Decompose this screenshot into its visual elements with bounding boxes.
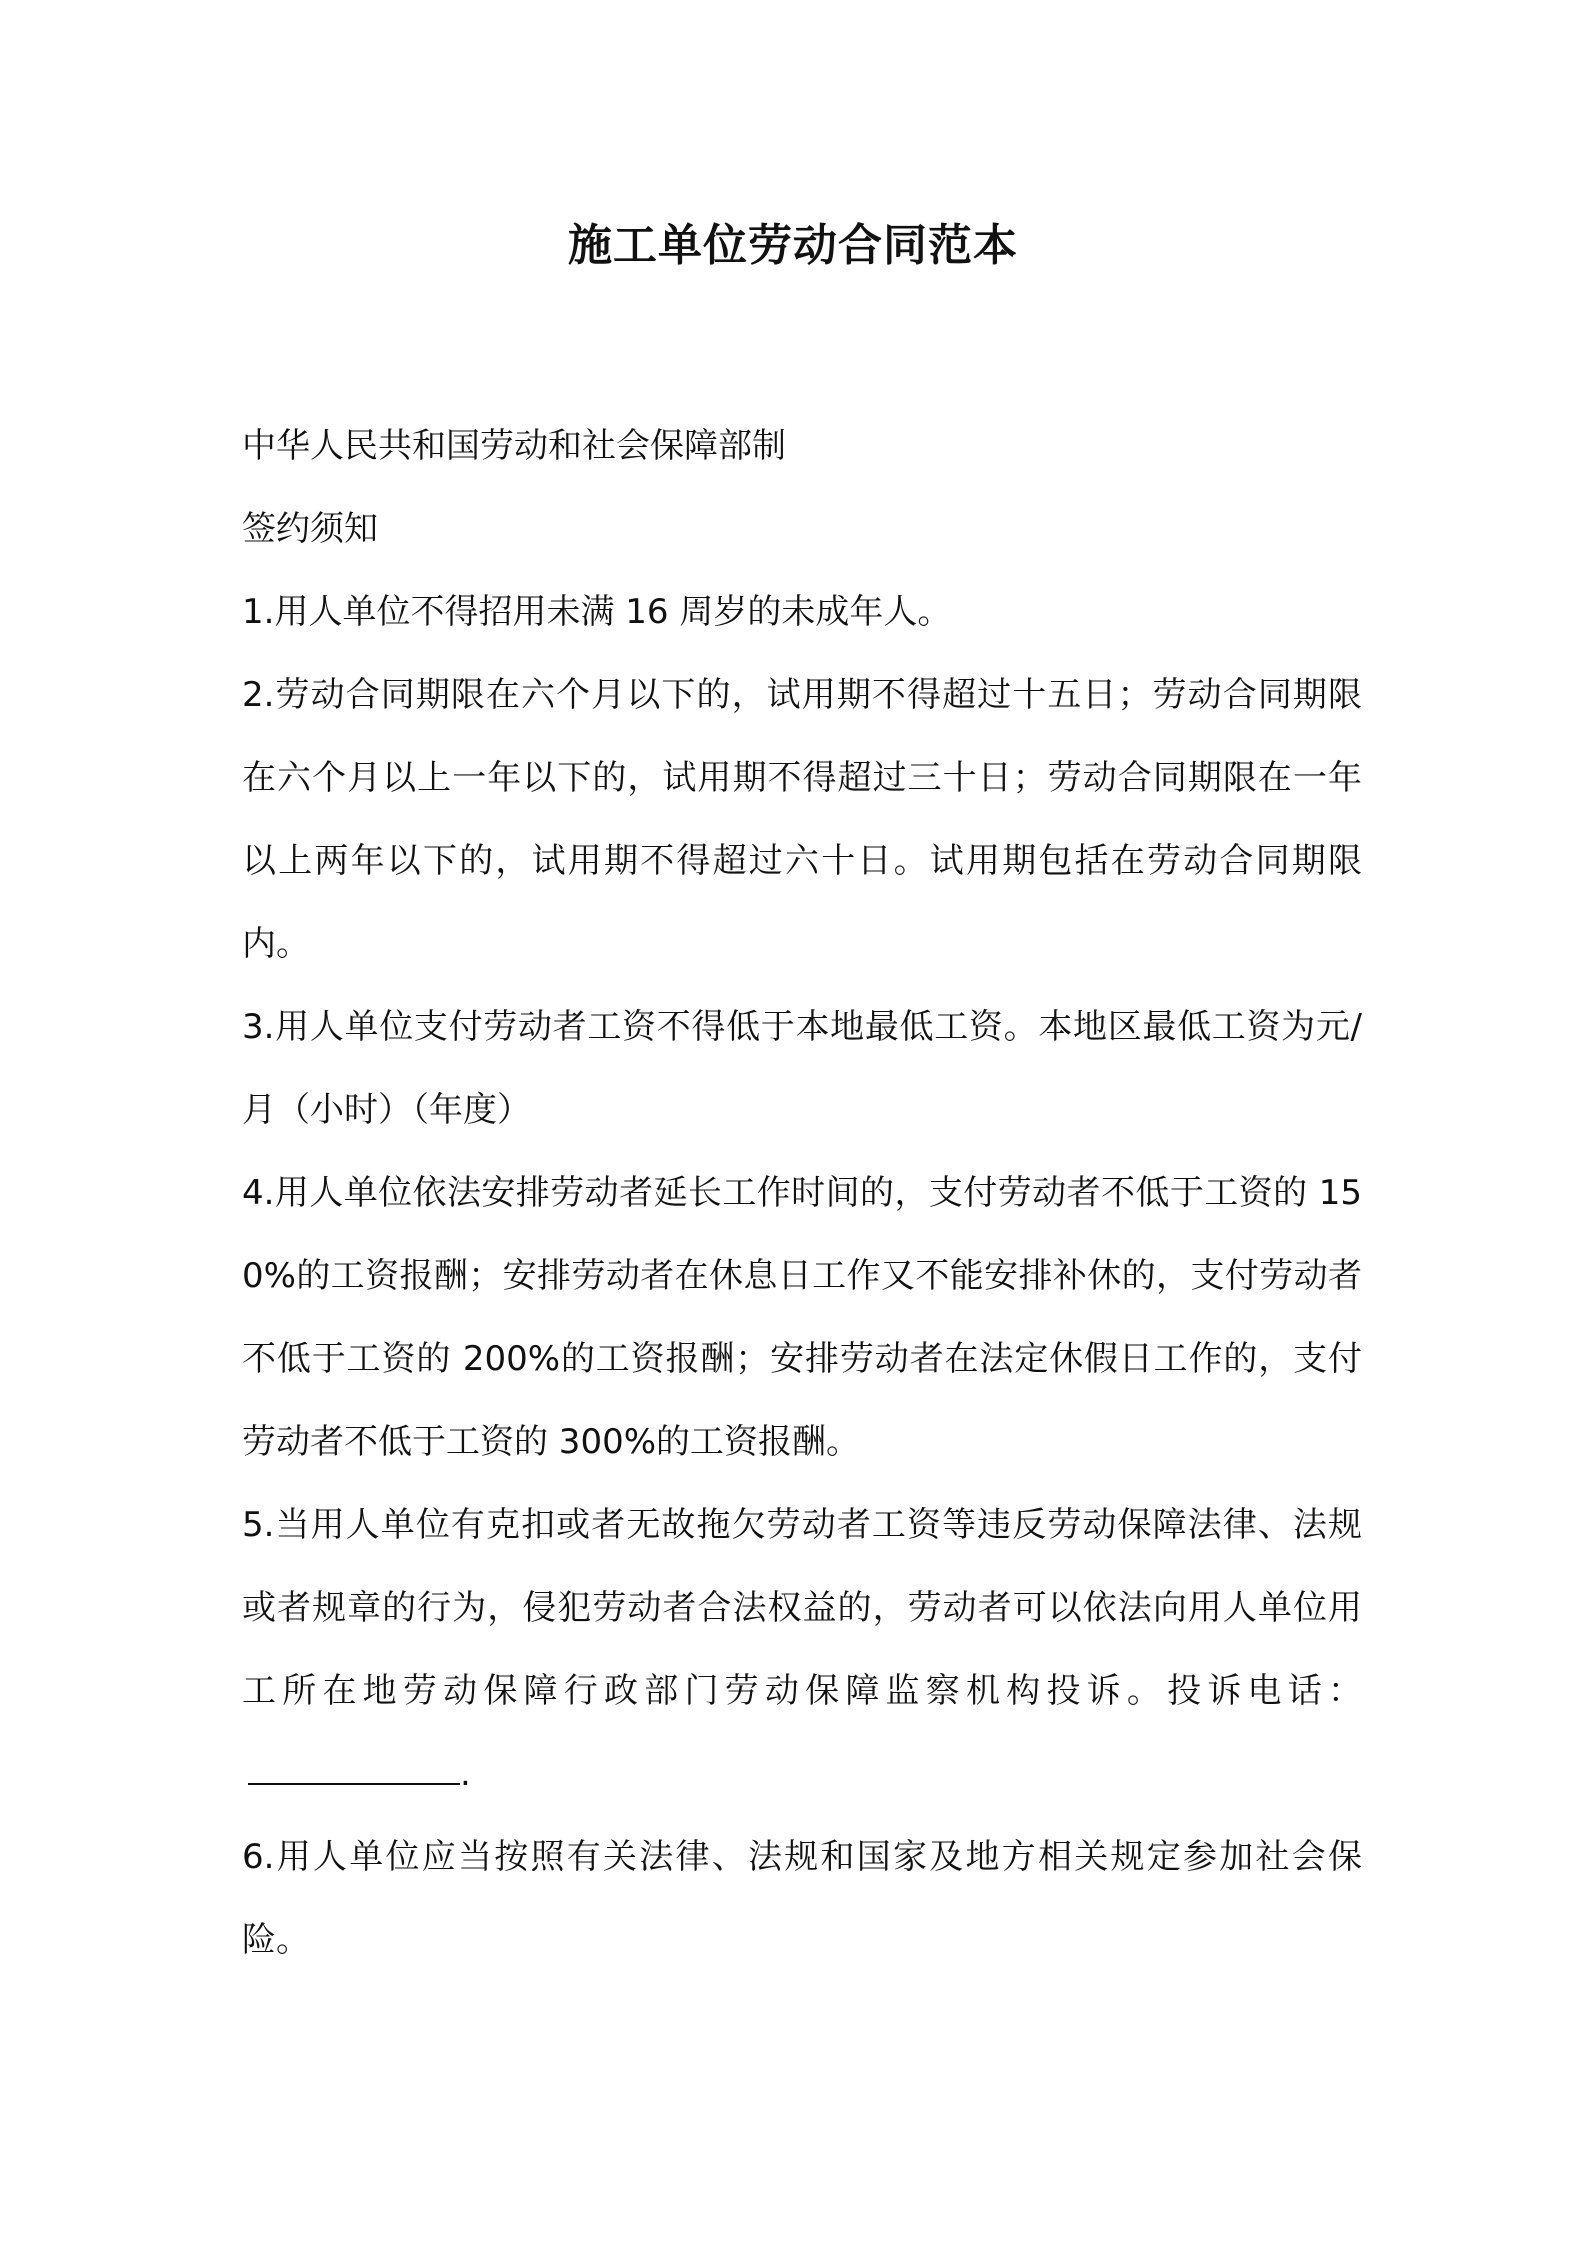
document-title: 施工单位劳动合同范本 bbox=[568, 220, 1018, 271]
notice-item-1: 1.用人单位不得招用未满 16 周岁的未成年人。 bbox=[242, 592, 952, 632]
notice-item-3: 3.用人单位支付劳动者工资不得低于本地最低工资。本地区最低工资为元/月（小时）（年度） bbox=[242, 1007, 1362, 1130]
document-body bbox=[242, 405, 1362, 1982]
notice-item-4: 4.用人单位依法安排劳动者延长工作时间的，支付劳动者不低于工资的 150%的工资报酬；安排劳动者在休息日工作又不能安排补休的，支付劳动者不低于工资的 200%的工资报酬；安排劳动者在法定休假日工作的，支付劳动者不低于工资的 300%的工资报酬。 bbox=[242, 1173, 1362, 1462]
notice-item-5 bbox=[242, 1484, 1362, 1816]
section-heading: 签约须知 bbox=[242, 509, 378, 549]
issuer-line: 中华人民共和国劳动和社会保障部制 bbox=[242, 426, 786, 466]
notice-item-5-text: 5.当用人单位有克扣或者无故拖欠劳动者工资等违反劳动保障法律、法规或者规章的行为，侵犯劳动者合法权益的，劳动者可以依法向用人单位用工所在地劳动保障行政部门劳动保障监察机构投诉。投诉电话： bbox=[242, 1505, 1362, 1711]
phone-blank-line bbox=[248, 1753, 460, 1785]
notice-item-5-suffix: . bbox=[460, 1754, 471, 1794]
notice-item-2: 2.劳动合同期限在六个月以下的，试用期不得超过十五日；劳动合同期限在六个月以上一年以下的，试用期不得超过三十日；劳动合同期限在一年以上两年以下的，试用期不得超过六十日。试用期包括在劳动合同期限内。 bbox=[242, 675, 1362, 964]
notice-item-6: 6.用人单位应当按照有关法律、法规和国家及地方相关规定参加社会保险。 bbox=[242, 1837, 1362, 1960]
